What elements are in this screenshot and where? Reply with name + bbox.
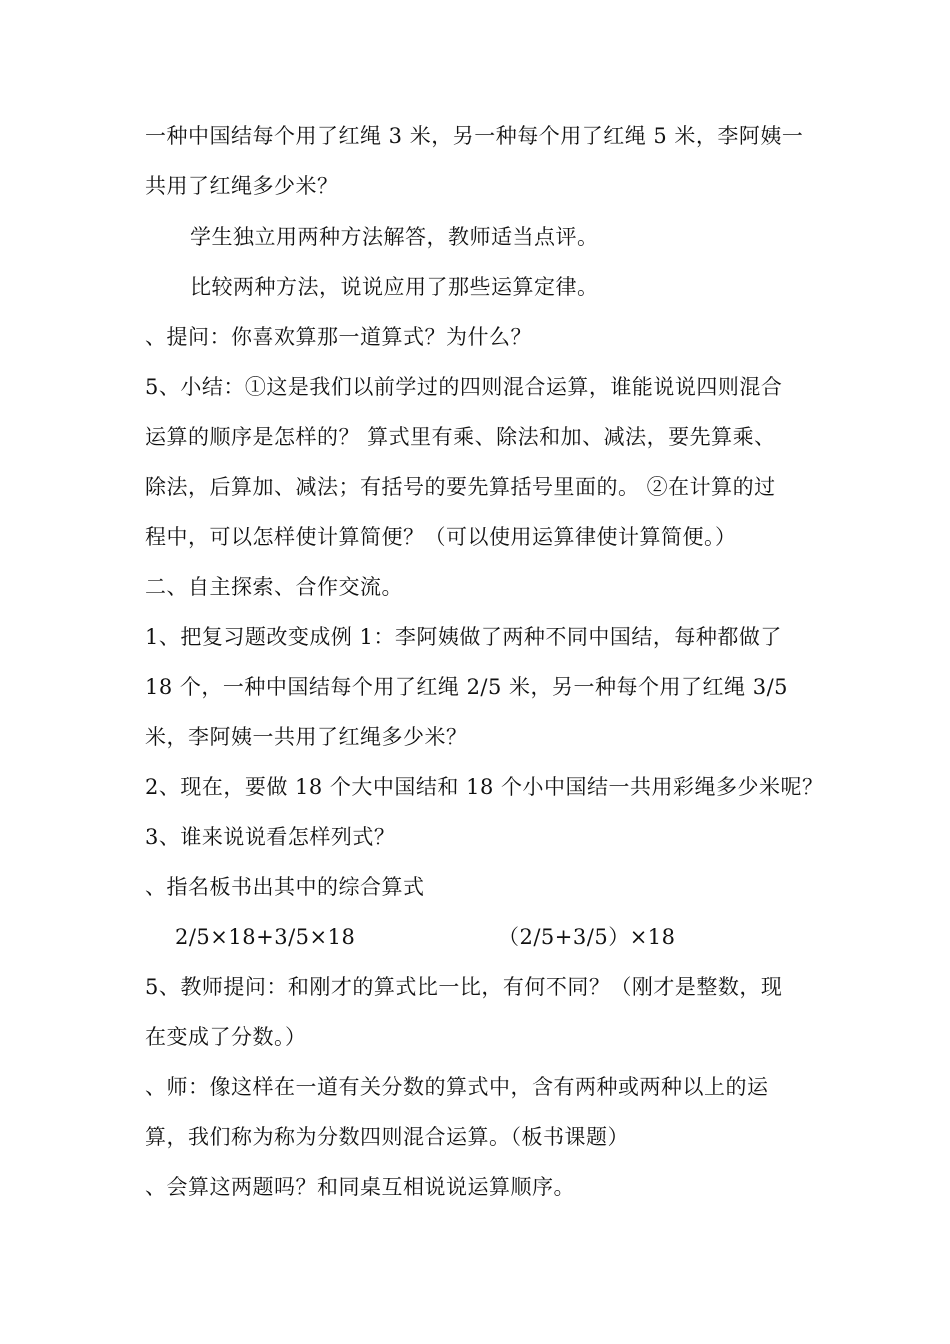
text-line: 学生独立用两种方法解答，教师适当点评。 bbox=[190, 225, 599, 249]
text-line: 一种中国结每个用了红绳 3 米，另一种每个用了红绳 5 米，李阿姨一 bbox=[145, 124, 804, 148]
formula-right: （2/5+3/5）×18 bbox=[498, 925, 676, 949]
text-line: 、指名板书出其中的综合算式 bbox=[145, 875, 425, 899]
text-line: 在变成了分数。） bbox=[145, 1025, 307, 1049]
text-line: 算，我们称为称为分数四则混合运算。（板书课题） bbox=[145, 1125, 629, 1149]
text-line: 5、小结：①这是我们以前学过的四则混合运算，谁能说说四则混合 bbox=[145, 375, 783, 399]
text-line: 18 个，一种中国结每个用了红绳 2/5 米，另一种每个用了红绳 3/5 bbox=[145, 675, 789, 699]
text-line: 除法，后算加、减法；有括号的要先算括号里面的。 ②在计算的过 bbox=[145, 475, 776, 499]
text-line: 5、教师提问：和刚才的算式比一比，有何不同？（刚才是整数，现 bbox=[145, 975, 783, 999]
text-line: 、会算这两题吗？和同桌互相说说运算顺序。 bbox=[145, 1175, 575, 1199]
text-line: 运算的顺序是怎样的？ 算式里有乘、除法和加、减法，要先算乘、 bbox=[145, 425, 776, 449]
section-heading: 二、自主探索、合作交流。 bbox=[145, 575, 403, 599]
text-line: 、提问：你喜欢算那一道算式？为什么？ bbox=[145, 325, 532, 349]
text-line: 3、谁来说说看怎样列式？ bbox=[145, 825, 396, 849]
text-line: 2、现在，要做 18 个大中国结和 18 个小中国结一共用彩绳多少米呢？ bbox=[145, 775, 824, 799]
text-line: 、师：像这样在一道有关分数的算式中，含有两种或两种以上的运 bbox=[145, 1075, 769, 1099]
text-line: 程中，可以怎样使计算简便？（可以使用运算律使计算简便。） bbox=[145, 525, 737, 549]
text-line: 比较两种方法，说说应用了那些运算定律。 bbox=[190, 275, 599, 299]
text-line: 共用了红绳多少米？ bbox=[145, 174, 339, 198]
text-line: 1、把复习题改变成例 1：李阿姨做了两种不同中国结，每种都做了 bbox=[145, 625, 782, 649]
formula-left: 2/5×18+3/5×18 bbox=[175, 925, 356, 949]
text-line: 米，李阿姨一共用了红绳多少米？ bbox=[145, 725, 468, 749]
